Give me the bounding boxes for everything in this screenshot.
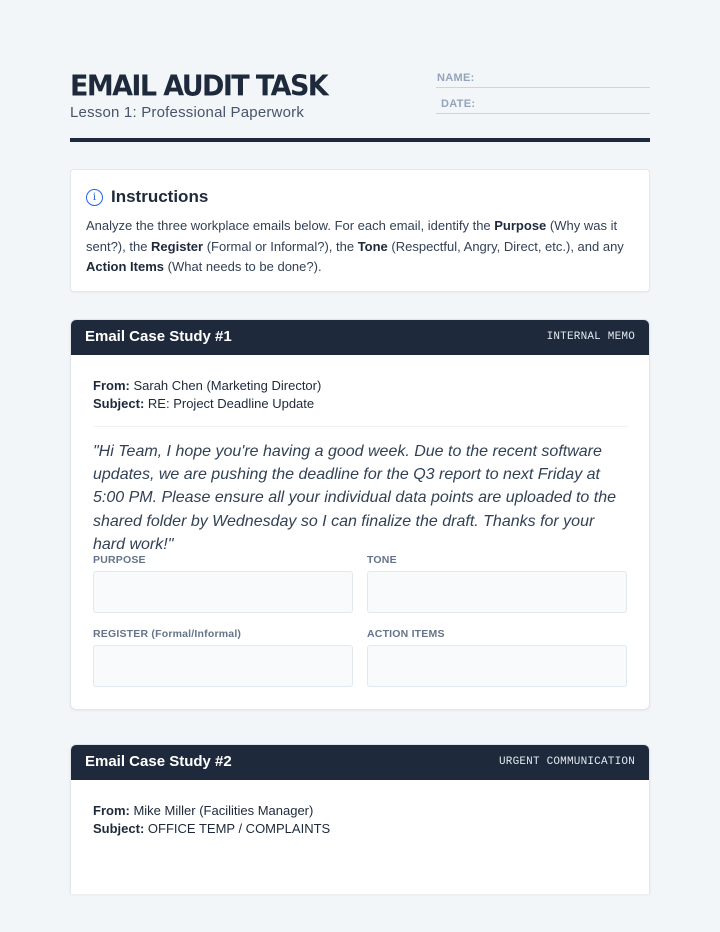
from-value: Sarah Chen (Marketing Director) — [133, 378, 322, 393]
subject-label: Subject: — [93, 396, 145, 411]
instr-action-items: Action Items — [86, 259, 165, 274]
email-case-2 — [70, 744, 650, 894]
divider — [93, 426, 628, 427]
worksheet-header — [70, 68, 650, 142]
instr-text-2: (Why was it sent?), the — [86, 218, 618, 254]
instr-register: Register — [151, 238, 204, 254]
instructions-title: Instructions — [111, 187, 209, 206]
email-body-quote: "Hi Team, I hope you're having a good week. Due to the recent software updates, we are pushing the deadline for the Q3 report to next Friday at 5:00 PM. Please ensure all your individual data points are uploaded to the shared folder by Wednesday so I can finalize the draft. Thanks for your hard work!" — [93, 443, 617, 553]
case-tag: INTERNAL MEMO — [546, 331, 635, 343]
instr-purpose: Purpose — [494, 218, 547, 233]
name-field[interactable] — [436, 66, 650, 88]
case-header — [71, 745, 649, 780]
instr-text-1: Analyze the three workplace emails below. For each email, identify the — [86, 218, 495, 233]
instr-text-4: (Respectful, Angry, Direct, etc.), and any — [387, 238, 624, 254]
subject-value: OFFICE TEMP / COMPLAINTS — [147, 821, 331, 836]
email-subject — [93, 820, 330, 838]
date-label: DATE: — [441, 98, 476, 110]
date-field[interactable] — [436, 92, 650, 114]
register-input[interactable] — [93, 645, 353, 687]
from-label: From: — [93, 803, 130, 818]
info-icon: i — [86, 189, 103, 206]
case-title: Email Case Study #1 — [85, 328, 232, 345]
from-label: From: — [93, 378, 130, 393]
instr-tone: Tone — [357, 238, 388, 254]
email-case-1 — [70, 319, 650, 710]
case-tag: URGENT COMMUNICATION — [498, 756, 635, 768]
case-header — [71, 320, 649, 355]
case-title: Email Case Study #2 — [85, 753, 232, 770]
from-value: Mike Miller (Facilities Manager) — [133, 803, 314, 818]
tone-input[interactable] — [367, 571, 627, 613]
instructions-panel — [70, 169, 650, 292]
instructions-heading — [86, 186, 208, 208]
page-title: EMAIL AUDIT TASK — [70, 70, 328, 103]
email-from — [93, 377, 321, 395]
instructions-text — [86, 216, 638, 278]
purpose-input[interactable] — [93, 571, 353, 613]
action-items-input[interactable] — [367, 645, 627, 687]
purpose-label: PURPOSE — [93, 554, 146, 566]
action-items-label: ACTION ITEMS — [367, 628, 445, 640]
name-label: NAME: — [437, 72, 475, 84]
email-subject — [93, 395, 314, 413]
register-label: REGISTER (Formal/Informal) — [93, 628, 242, 640]
email-from — [93, 802, 313, 820]
subject-value: RE: Project Deadline Update — [147, 396, 315, 411]
page-subtitle: Lesson 1: Professional Paperwork — [70, 104, 305, 121]
tone-label: TONE — [367, 554, 397, 566]
instr-text-5: (What needs to be done?). — [164, 259, 322, 274]
instr-text-3: (Formal or Informal?), the — [203, 238, 358, 254]
subject-label: Subject: — [93, 821, 145, 836]
